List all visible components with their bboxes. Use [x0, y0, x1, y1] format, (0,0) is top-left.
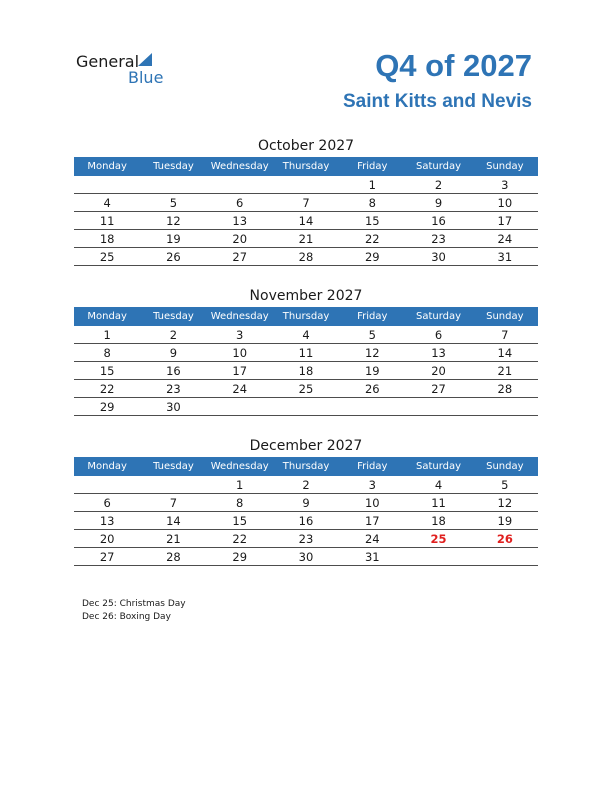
weekday-header: Thursday [273, 307, 339, 326]
day-cell: 14 [140, 512, 206, 530]
day-cell: 10 [339, 494, 405, 512]
day-cell [273, 398, 339, 416]
logo-blue-text: Blue [128, 68, 164, 87]
day-cell [339, 398, 405, 416]
holiday-list [82, 598, 186, 624]
day-cell: 16 [273, 512, 339, 530]
weekday-header-row [74, 157, 538, 176]
day-cell: 26 [339, 380, 405, 398]
day-cell: 16 [405, 212, 471, 230]
day-cell: 11 [74, 212, 140, 230]
day-cell: 31 [472, 248, 538, 266]
month-title: December 2027 [249, 438, 363, 454]
day-cell: 22 [74, 380, 140, 398]
day-cell: 17 [339, 512, 405, 530]
day-cell: 30 [405, 248, 471, 266]
day-cell: 10 [472, 194, 538, 212]
weekday-header: Friday [339, 307, 405, 326]
day-cell [74, 476, 140, 494]
day-cell: 20 [74, 530, 140, 548]
weekday-header: Tuesday [140, 307, 206, 326]
day-cell: 13 [74, 512, 140, 530]
holiday-item: Dec 25: Christmas Day [82, 599, 186, 609]
day-cell: 29 [339, 248, 405, 266]
month-title: November 2027 [249, 288, 363, 304]
day-cell: 8 [207, 494, 273, 512]
day-cell: 23 [405, 230, 471, 248]
day-cell: 5 [472, 476, 538, 494]
day-cell: 17 [472, 212, 538, 230]
day-cell: 21 [140, 530, 206, 548]
day-cell: 7 [472, 326, 538, 344]
day-cell: 5 [140, 194, 206, 212]
day-cell: 10 [207, 344, 273, 362]
calendar-table [74, 457, 538, 566]
logo-triangle-icon [138, 53, 152, 66]
calendar-table [74, 157, 538, 266]
general-blue-logo [76, 52, 176, 88]
day-cell: 1 [339, 176, 405, 194]
weekday-header: Saturday [405, 307, 471, 326]
day-cell: 4 [405, 476, 471, 494]
week-row [74, 230, 538, 248]
day-cell [207, 176, 273, 194]
day-cell: 26 [140, 248, 206, 266]
day-cell: 11 [273, 344, 339, 362]
day-cell: 7 [273, 194, 339, 212]
day-cell: 24 [339, 530, 405, 548]
day-cell: 2 [140, 326, 206, 344]
day-cell: 29 [207, 548, 273, 566]
day-cell: 20 [405, 362, 471, 380]
day-cell: 9 [273, 494, 339, 512]
day-cell: 19 [339, 362, 405, 380]
day-cell: 30 [140, 398, 206, 416]
weekday-header: Saturday [405, 457, 471, 476]
day-cell: 3 [472, 176, 538, 194]
weekday-header: Sunday [472, 307, 538, 326]
day-cell: 28 [140, 548, 206, 566]
day-cell [140, 476, 206, 494]
holiday-item: Dec 26: Boxing Day [82, 612, 171, 622]
day-cell: 9 [405, 194, 471, 212]
month-title: October 2027 [257, 138, 355, 154]
day-cell: 14 [472, 344, 538, 362]
weekday-header: Thursday [273, 157, 339, 176]
calendar-table [74, 307, 538, 416]
month-november [74, 286, 538, 416]
day-cell: 21 [472, 362, 538, 380]
weekday-header: Friday [339, 157, 405, 176]
day-cell: 3 [207, 326, 273, 344]
day-cell: 31 [339, 548, 405, 566]
day-cell: 12 [140, 212, 206, 230]
day-cell: 3 [339, 476, 405, 494]
day-cell [207, 398, 273, 416]
day-cell: 18 [74, 230, 140, 248]
weekday-header: Monday [74, 457, 140, 476]
day-cell: 19 [140, 230, 206, 248]
day-cell: 27 [405, 380, 471, 398]
weekday-header: Wednesday [207, 457, 273, 476]
day-cell: 26 [472, 530, 538, 548]
day-cell: 12 [339, 344, 405, 362]
weekday-header: Tuesday [140, 457, 206, 476]
day-cell: 30 [273, 548, 339, 566]
week-row [74, 530, 538, 548]
week-row [74, 194, 538, 212]
day-cell: 25 [74, 248, 140, 266]
weekday-header: Sunday [472, 457, 538, 476]
day-cell [405, 548, 471, 566]
day-cell: 24 [207, 380, 273, 398]
day-cell: 7 [140, 494, 206, 512]
month-october [74, 136, 538, 266]
week-row [74, 248, 538, 266]
day-cell: 28 [472, 380, 538, 398]
day-cell: 13 [207, 212, 273, 230]
day-cell: 15 [339, 212, 405, 230]
day-cell: 8 [74, 344, 140, 362]
day-cell: 28 [273, 248, 339, 266]
day-cell: 21 [273, 230, 339, 248]
day-cell: 22 [207, 530, 273, 548]
week-row [74, 380, 538, 398]
day-cell: 1 [207, 476, 273, 494]
day-cell: 2 [405, 176, 471, 194]
page-title: Q4 of 2027 [375, 48, 532, 83]
day-cell: 4 [273, 326, 339, 344]
day-cell: 15 [207, 512, 273, 530]
day-cell: 27 [207, 248, 273, 266]
weekday-header: Wednesday [207, 157, 273, 176]
day-cell: 8 [339, 194, 405, 212]
day-cell [405, 398, 471, 416]
day-cell [140, 176, 206, 194]
week-row [74, 494, 538, 512]
week-row [74, 326, 538, 344]
day-cell: 5 [339, 326, 405, 344]
month-december [74, 436, 538, 566]
day-cell [472, 548, 538, 566]
logo-general-text: General [76, 52, 140, 71]
day-cell: 14 [273, 212, 339, 230]
week-row [74, 512, 538, 530]
week-row [74, 476, 538, 494]
day-cell: 18 [405, 512, 471, 530]
weekday-header: Friday [339, 457, 405, 476]
weekday-header: Thursday [273, 457, 339, 476]
day-cell: 13 [405, 344, 471, 362]
day-cell: 6 [74, 494, 140, 512]
day-cell: 25 [273, 380, 339, 398]
day-cell: 22 [339, 230, 405, 248]
day-cell: 23 [140, 380, 206, 398]
day-cell: 6 [405, 326, 471, 344]
day-cell: 17 [207, 362, 273, 380]
week-row [74, 362, 538, 380]
day-cell: 19 [472, 512, 538, 530]
day-cell: 27 [74, 548, 140, 566]
day-cell: 15 [74, 362, 140, 380]
weekday-header: Monday [74, 157, 140, 176]
day-cell [273, 176, 339, 194]
day-cell [74, 176, 140, 194]
day-cell [472, 398, 538, 416]
week-row [74, 212, 538, 230]
weekday-header: Tuesday [140, 157, 206, 176]
weekday-header: Saturday [405, 157, 471, 176]
day-cell: 23 [273, 530, 339, 548]
weekday-header-row [74, 457, 538, 476]
day-cell: 11 [405, 494, 471, 512]
page-subtitle: Saint Kitts and Nevis [343, 91, 532, 112]
weekday-header: Sunday [472, 157, 538, 176]
day-cell: 1 [74, 326, 140, 344]
day-cell: 24 [472, 230, 538, 248]
day-cell: 20 [207, 230, 273, 248]
weekday-header: Wednesday [207, 307, 273, 326]
day-cell: 29 [74, 398, 140, 416]
week-row [74, 176, 538, 194]
day-cell: 6 [207, 194, 273, 212]
day-cell: 2 [273, 476, 339, 494]
day-cell: 9 [140, 344, 206, 362]
weekday-header: Monday [74, 307, 140, 326]
week-row [74, 548, 538, 566]
week-row [74, 344, 538, 362]
day-cell: 18 [273, 362, 339, 380]
day-cell: 12 [472, 494, 538, 512]
weekday-header-row [74, 307, 538, 326]
day-cell: 16 [140, 362, 206, 380]
day-cell: 25 [405, 530, 471, 548]
week-row [74, 398, 538, 416]
day-cell: 4 [74, 194, 140, 212]
